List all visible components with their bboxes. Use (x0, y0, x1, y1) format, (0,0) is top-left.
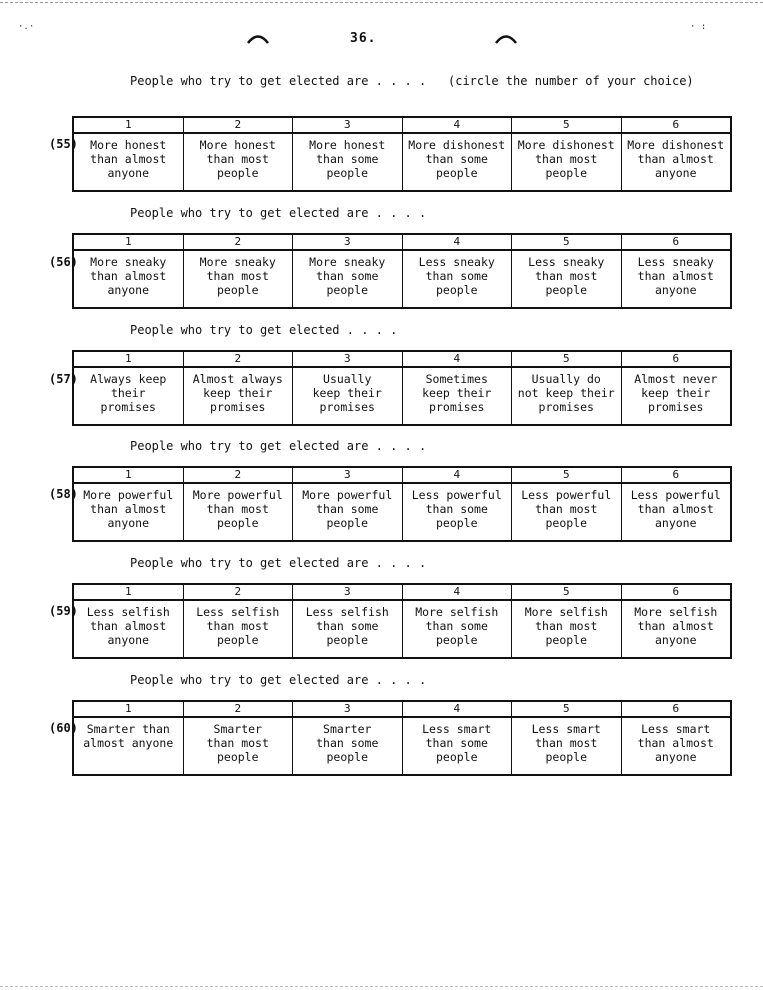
instruction-lead: People who try to get elected are . . . . (130, 74, 427, 88)
scale-number[interactable]: 5 (511, 585, 621, 599)
scale-number[interactable]: 3 (292, 585, 402, 599)
bottom-border (0, 986, 763, 987)
scale-number[interactable]: 4 (402, 118, 512, 132)
scale-option: Less selfish than almost anyone (86, 605, 170, 647)
scale-option: More powerful than most people (183, 484, 293, 540)
scan-speck: · : (690, 22, 707, 32)
scale-option: More honest than some people (292, 134, 402, 190)
question-number: (55) (49, 137, 78, 151)
page-number: 36. (350, 31, 377, 46)
scale-number[interactable]: 2 (183, 235, 293, 249)
scale-number[interactable]: 3 (292, 468, 402, 482)
scale-option: Less powerful than some people (402, 484, 512, 540)
scale-number[interactable]: 2 (183, 118, 293, 132)
scale-option: More dishonest than almost anyone (621, 134, 731, 190)
scan-speck: ·.· (18, 22, 35, 32)
rating-scale (72, 116, 732, 192)
scale-number[interactable]: 5 (511, 702, 621, 716)
scale-option: Smarter than almost anyone (83, 722, 174, 750)
scale-option: Less powerful than most people (511, 484, 621, 540)
question-prompt: People who try to get elected are . . . . (130, 439, 427, 453)
scale-option: More sneaky than almost anyone (90, 255, 167, 297)
scale-option: Less sneaky than some people (402, 251, 512, 307)
scale-option: More powerful than some people (292, 484, 402, 540)
rating-scale (72, 700, 732, 776)
scale-option: Almost never keep their promises (621, 368, 731, 424)
punch-hole-left (246, 32, 270, 44)
scale-option: More selfish than most people (511, 601, 621, 657)
scale-number[interactable]: 3 (292, 702, 402, 716)
scale-option: More powerful than almost anyone (83, 488, 174, 530)
rating-scale (72, 466, 732, 542)
scale-option: More honest than most people (183, 134, 293, 190)
scale-option: More honest than almost anyone (90, 138, 167, 180)
punch-hole-right (494, 32, 518, 44)
scale-number[interactable]: 4 (402, 468, 512, 482)
rating-scale (72, 233, 732, 309)
question-prompt: People who try to get elected are . . . . (130, 206, 427, 220)
question-number: (56) (49, 255, 78, 269)
instruction (130, 74, 694, 88)
scale-number[interactable]: 6 (621, 468, 731, 482)
scale-number[interactable]: 1 (124, 352, 132, 365)
scale-number[interactable]: 4 (402, 235, 512, 249)
scale-number[interactable]: 5 (511, 118, 621, 132)
scale-number[interactable]: 2 (183, 585, 293, 599)
question-number: (60) (49, 721, 78, 735)
scale-number[interactable]: 3 (292, 352, 402, 366)
scale-number[interactable]: 2 (183, 702, 293, 716)
question-prompt: People who try to get elected . . . . (130, 323, 398, 337)
scale-number[interactable]: 5 (511, 352, 621, 366)
scale-option: More dishonest than some people (402, 134, 512, 190)
scale-option: Smarter than most people (183, 718, 293, 774)
question-prompt: People who try to get elected are . . . . (130, 556, 427, 570)
scale-option: Smarter than some people (292, 718, 402, 774)
scale-option: Always keep their promises (90, 372, 167, 414)
question-number: (57) (49, 372, 78, 386)
scale-number[interactable]: 3 (292, 235, 402, 249)
scale-option: More sneaky than some people (292, 251, 402, 307)
scale-option: More selfish than some people (402, 601, 512, 657)
scale-option: Less sneaky than most people (511, 251, 621, 307)
scale-option: Less powerful than almost anyone (621, 484, 731, 540)
scale-number[interactable]: 5 (511, 235, 621, 249)
scale-number[interactable]: 4 (402, 702, 512, 716)
scale-option: Usually do not keep their promises (511, 368, 621, 424)
scale-number[interactable]: 6 (621, 352, 731, 366)
scale-option: More sneaky than most people (183, 251, 293, 307)
rating-scale (72, 350, 732, 426)
instruction-choice: (circle the number of your choice) (448, 74, 694, 88)
scale-option: More selfish than almost anyone (621, 601, 731, 657)
question-prompt: People who try to get elected are . . . . (130, 673, 427, 687)
scale-option: Usually keep their promises (292, 368, 402, 424)
scale-number[interactable]: 1 (124, 702, 132, 715)
scale-number[interactable]: 2 (183, 468, 293, 482)
rating-scale (72, 583, 732, 659)
scale-option: More dishonest than most people (511, 134, 621, 190)
scale-option: Less smart than some people (402, 718, 512, 774)
scale-number[interactable]: 6 (621, 235, 731, 249)
scale-option: Less sneaky than almost anyone (621, 251, 731, 307)
scale-option: Less smart than most people (511, 718, 621, 774)
scale-number[interactable]: 6 (621, 702, 731, 716)
scale-number[interactable]: 1 (124, 118, 132, 131)
scale-option: Less selfish than most people (183, 601, 293, 657)
scale-number[interactable]: 1 (124, 468, 132, 481)
scale-option: Less selfish than some people (292, 601, 402, 657)
scale-number[interactable]: 6 (621, 118, 731, 132)
scale-number[interactable]: 1 (124, 585, 132, 598)
scale-option: Less smart than almost anyone (621, 718, 731, 774)
scale-number[interactable]: 1 (124, 235, 132, 248)
scale-number[interactable]: 4 (402, 352, 512, 366)
scale-option: Sometimes keep their promises (402, 368, 512, 424)
question-number: (59) (49, 604, 78, 618)
scale-option: Almost always keep their promises (183, 368, 293, 424)
scale-number[interactable]: 2 (183, 352, 293, 366)
scale-number[interactable]: 5 (511, 468, 621, 482)
question-number: (58) (49, 487, 78, 501)
scale-number[interactable]: 3 (292, 118, 402, 132)
scale-number[interactable]: 4 (402, 585, 512, 599)
top-border (0, 2, 763, 3)
scale-number[interactable]: 6 (621, 585, 731, 599)
